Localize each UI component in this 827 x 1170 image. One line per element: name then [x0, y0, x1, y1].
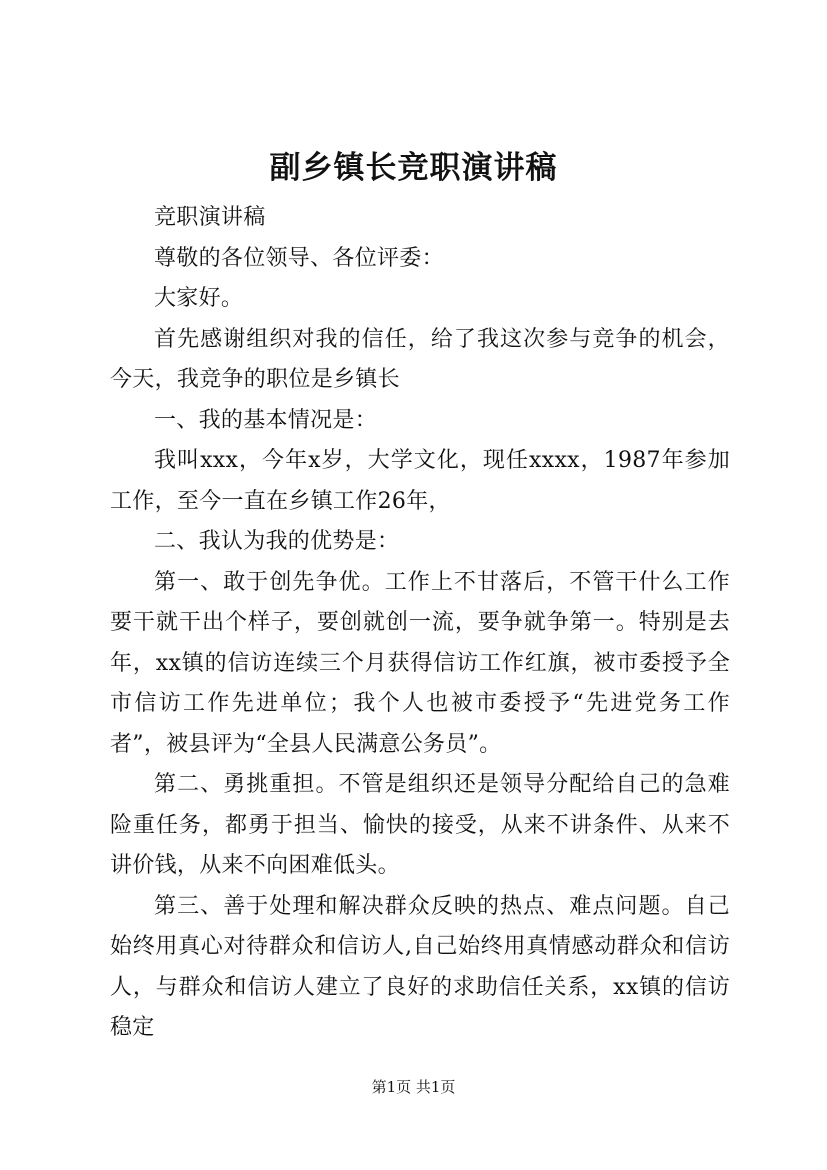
paragraph-advantage-3: 第三、善于处理和解决群众反映的热点、难点问题。自己始终用真心对待群众和信访人,自己始终用真情感动群众和信访人，与群众和信访人建立了良好的求助信任关系，xx镇的信访稳定 — [110, 893, 730, 1040]
paragraph-greeting: 大家好。 — [154, 286, 244, 311]
document-body — [110, 198, 730, 1049]
paragraph-advantage-2: 第二、勇挑重担。不管是组织还是领导分配给自己的急难险重任务，都勇于担当、愉快的接受，从来不讲条件、从来不讲价钱，从来不向困难低头。 — [110, 772, 730, 878]
page-footer: 第1页 共1页 — [371, 1078, 456, 1096]
paragraph-intro: 首先感谢组织对我的信任，给了我这次参与竞争的机会，今天，我竞争的职位是乡镇长 — [110, 326, 730, 392]
paragraph-section-1-heading: 一、我的基本情况是： — [154, 407, 378, 433]
paragraph-basic-info: 我叫xxx，今年x岁，大学文化，现任xxxx，1987年参加工作，至今一直在乡镇工作26年， — [110, 448, 730, 514]
paragraph-subtitle: 竞职演讲稿 — [154, 205, 266, 230]
paragraph-section-2-heading: 二、我认为我的优势是： — [154, 529, 400, 554]
paragraph-advantage-1: 第一、敢于创先争优。工作上不甘落后，不管干什么工作要干就干出个样子，要创就创一流，要争就争第一。特别是去年，xx镇的信访连续三个月获得信访工作红旗，被市委授予全市信访工作先进单位；我个人也被市委授予“先进党务工作者”，被县评为“全县人民满意公务员”。 — [110, 569, 730, 757]
document-title: 副乡镇长竞职演讲稿 — [269, 150, 558, 186]
paragraph-salutation: 尊敬的各位领导、各位评委： — [154, 245, 444, 271]
